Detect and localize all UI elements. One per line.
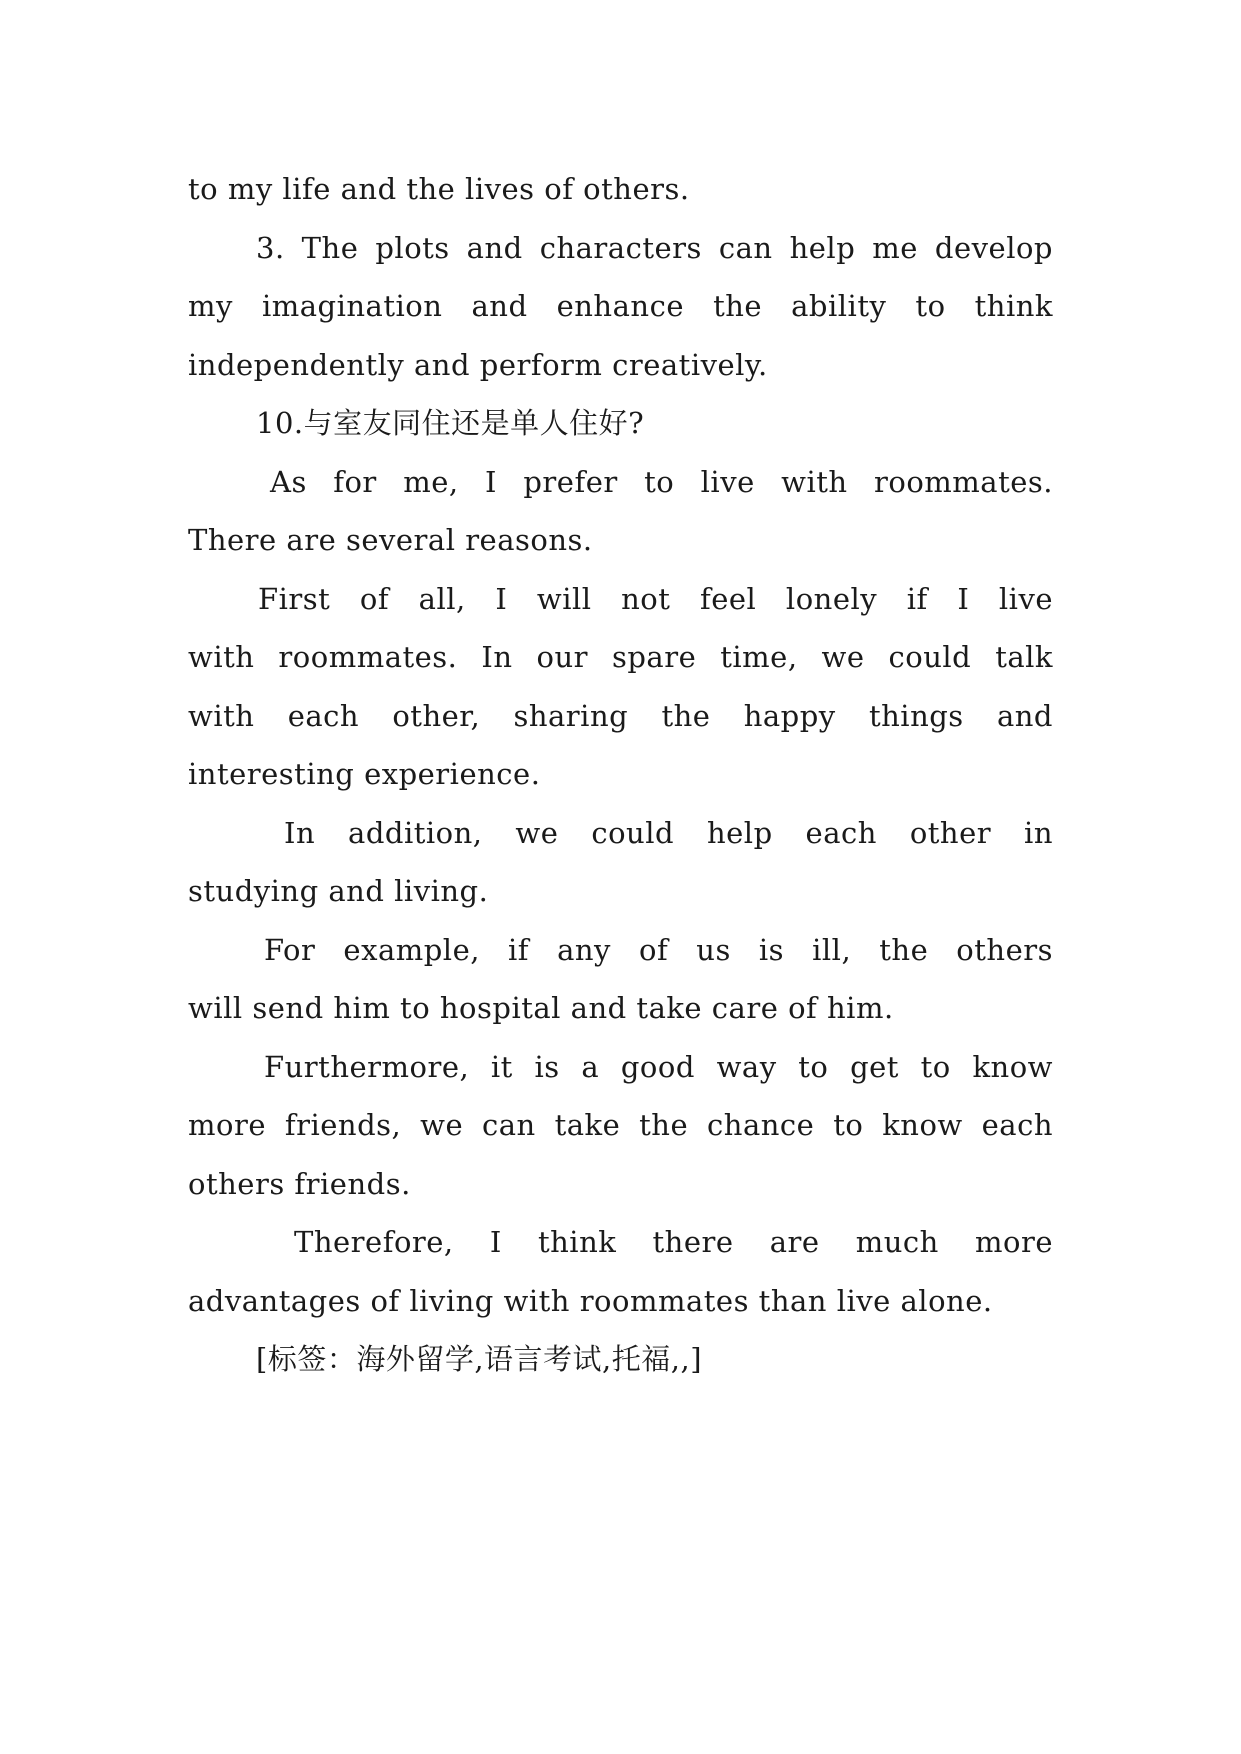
paragraph-start: Therefore, I think there are much more [294, 1225, 1053, 1259]
text-line: advantages of living with roommates than live alone. [188, 1283, 993, 1318]
text-line: interesting experience. [188, 757, 541, 791]
paragraph-start: In addition, we could help each other in [284, 815, 1053, 850]
text-line: my imagination and enhance the ability to think [188, 289, 1053, 323]
text-line: with roommates. In our spare time, we could talk [188, 640, 1053, 674]
document-body [188, 160, 1053, 1389]
text-line: others friends. [188, 1166, 411, 1201]
question-heading: 10.与室友同住还是单人住好? [256, 406, 645, 440]
text-line: studying and living. [188, 874, 489, 908]
text-line: There are several reasons. [188, 523, 593, 557]
text-line: to my life and the lives of others. [188, 172, 690, 206]
list-item-3: 3. The plots and characters can help me develop [256, 230, 1053, 265]
text-line: with each other, sharing the happy things and [188, 698, 1053, 733]
paragraph-start: Furthermore, it is a good way to get to know [264, 1049, 1053, 1084]
text-line: independently and perform creatively. [188, 347, 768, 382]
tags-line: [标签：海外留学,语言考试,托福,,] [256, 1342, 703, 1376]
text-line: will send him to hospital and take care of him. [188, 991, 894, 1025]
paragraph-start: As for me, I prefer to live with roommates. [270, 464, 1053, 499]
paragraph-start: First of all, I will not feel lonely if I live [258, 581, 1053, 616]
paragraph-start: For example, if any of us is ill, the others [264, 932, 1053, 967]
text-line: more friends, we can take the chance to know each [188, 1108, 1053, 1142]
